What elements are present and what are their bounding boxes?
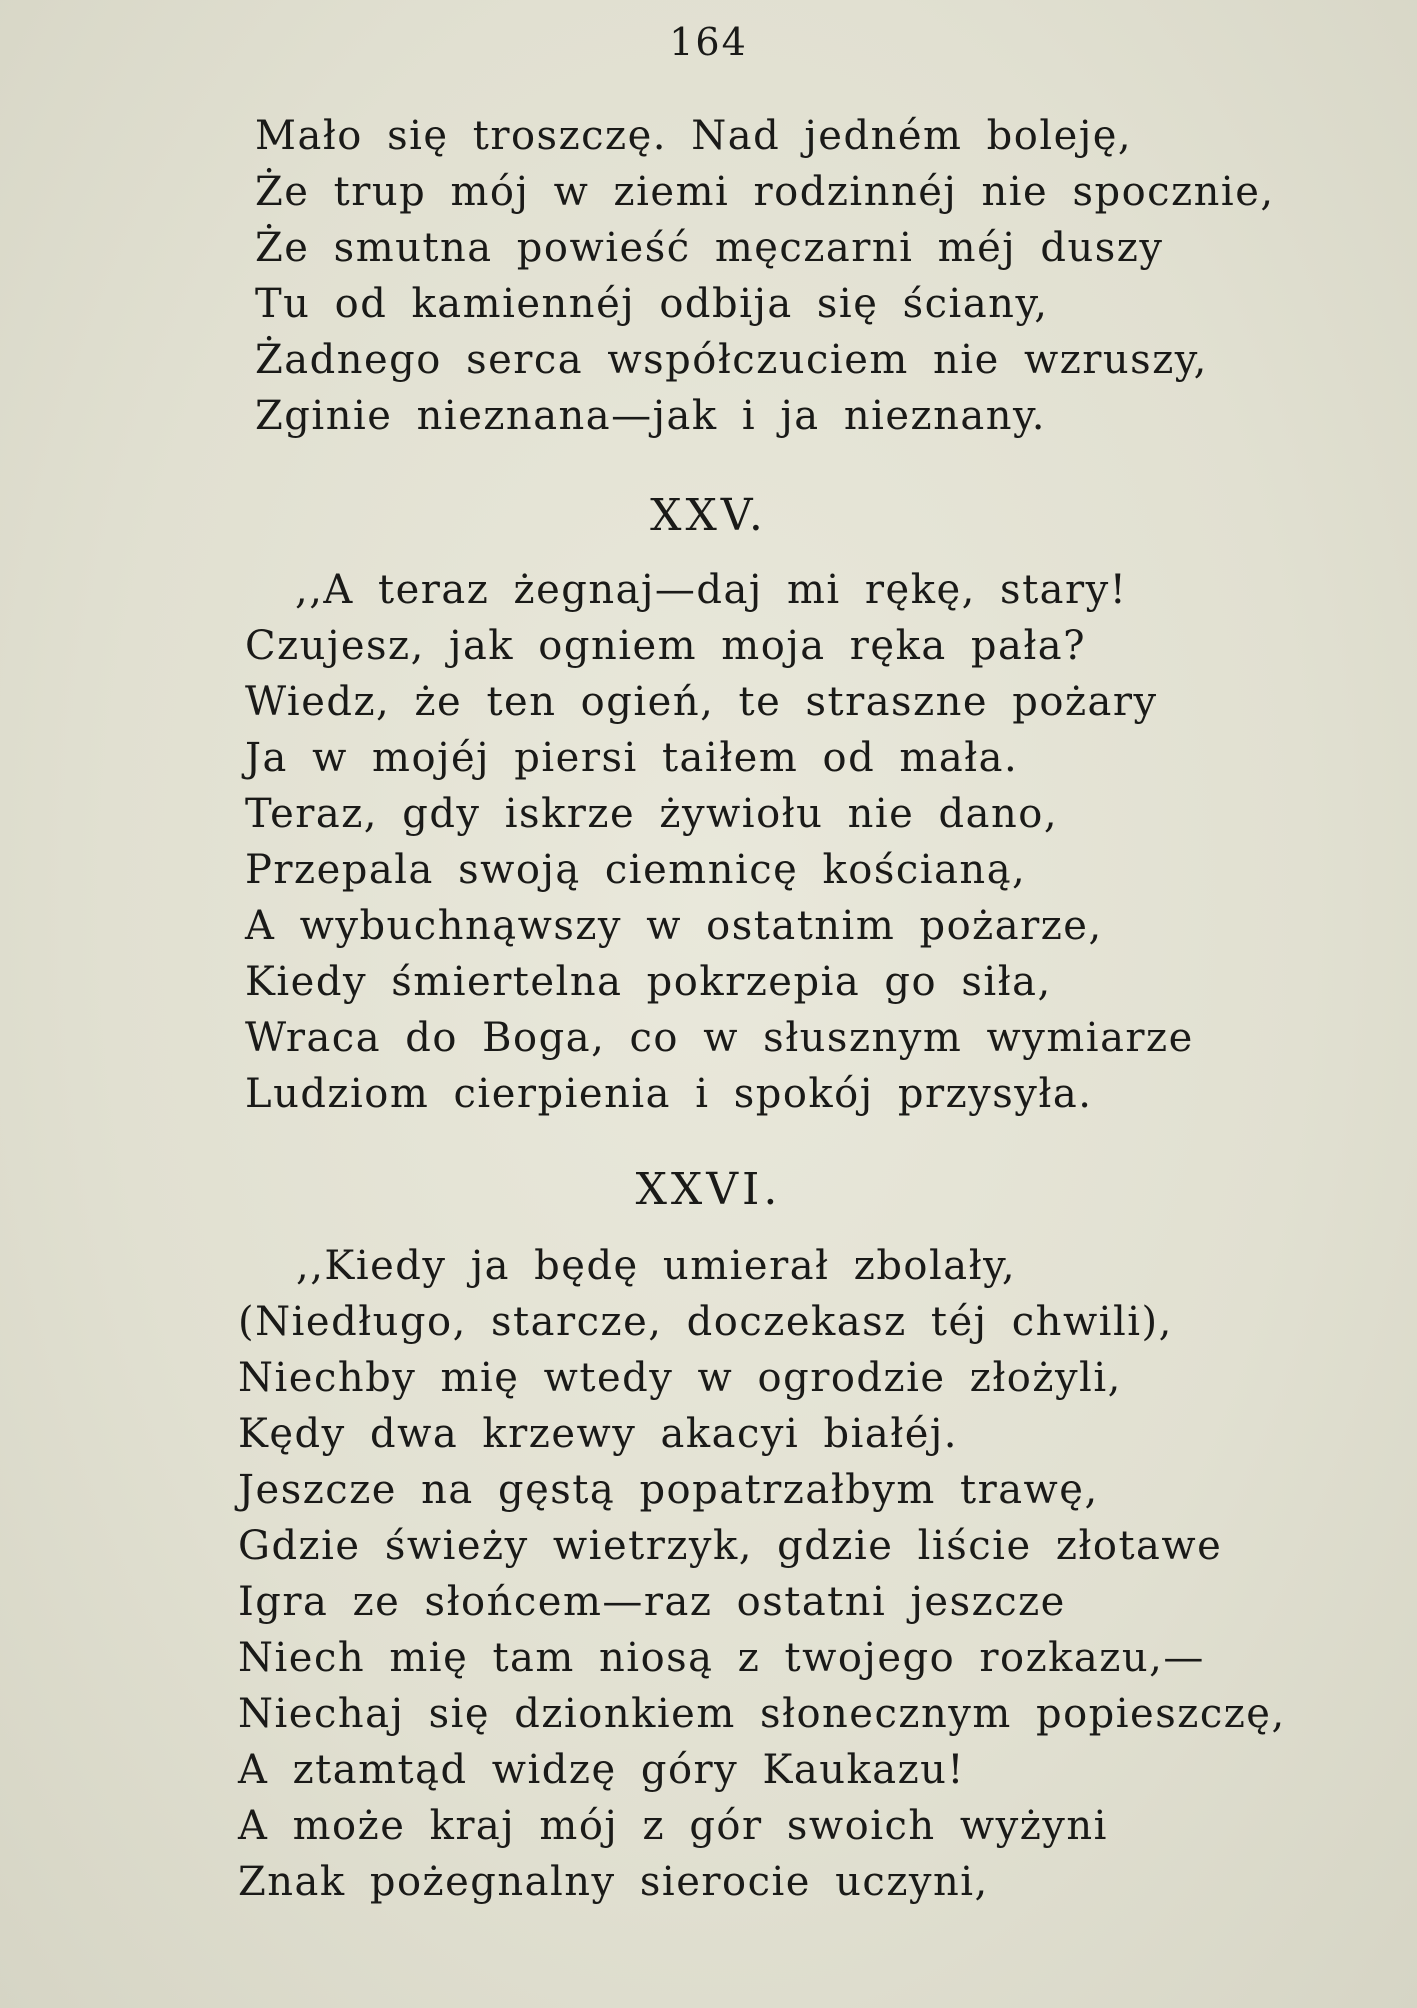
stanza-1 [255,108,1275,444]
verse-line: Igra ze słońcem—raz ostatni jeszcze [238,1579,1066,1625]
verse-line: ,,A teraz żegnaj—daj mi rękę, stary! [295,567,1128,613]
verse-line: Niech mię tam niosą z twojego rozkazu,— [238,1635,1205,1681]
verse-line: Zginie nieznana—jak i ja nieznany. [255,393,1046,439]
section-heading-xxv: XXV. [650,490,767,541]
verse-line: A wybuchnąwszy w ostatnim pożarze, [245,903,1103,949]
section-heading-xxvi: XXVI. [635,1164,782,1215]
verse-line: ,,Kiedy ja będę umierał zbolały, [296,1243,1017,1289]
verse-line: Że trup mój w ziemi rodzinnéj nie spocznie, [255,169,1275,215]
verse-line: Teraz, gdy iskrze żywiołu nie dano, [245,791,1059,837]
verse-line: (Niedługo, starcze, doczekasz téj chwili), [238,1299,1173,1345]
verse-line: Ludziom cierpienia i spokój przysyła. [245,1071,1093,1117]
verse-line: Ja w mojéj piersi taiłem od mała. [245,735,1019,781]
stanza-2 [245,562,1194,1122]
verse-line: Że smutna powieść męczarni méj duszy [255,225,1164,271]
verse-line: Wiedz, że ten ogień, te straszne pożary [245,679,1158,725]
verse-line: Tu od kamiennéj odbija się ściany, [255,281,1049,327]
verse-line: Znak pożegnalny sierocie uczyni, [238,1859,989,1905]
verse-line: Kiedy śmiertelna pokrzepia go siła, [245,959,1052,1005]
verse-line: Niechaj się dzionkiem słonecznym popieszczę, [238,1691,1286,1737]
verse-line: Wraca do Boga, co w słusznym wymiarze [245,1015,1194,1061]
stanza-3 [238,1238,1286,1910]
verse-line: Gdzie świeży wietrzyk, gdzie liście złotawe [238,1523,1223,1569]
verse-line: Jeszcze na gęstą popatrzałbym trawę, [238,1467,1099,1513]
verse-line: Niechby mię wtedy w ogrodzie złożyli, [238,1355,1122,1401]
page-number: 164 [669,20,748,64]
verse-line: Przepala swoją ciemnicę kościaną, [245,847,1027,893]
verse-line: A ztamtąd widzę góry Kaukazu! [238,1747,965,1793]
verse-line: A może kraj mój z gór swoich wyżyni [238,1803,1108,1849]
verse-line: Kędy dwa krzewy akacyi białéj. [238,1411,958,1457]
verse-line: Żadnego serca współczuciem nie wzruszy, [255,337,1208,383]
verse-line: Czujesz, jak ogniem moja ręka pała? [245,623,1087,669]
verse-line: Mało się troszczę. Nad jedném boleję, [255,113,1133,159]
